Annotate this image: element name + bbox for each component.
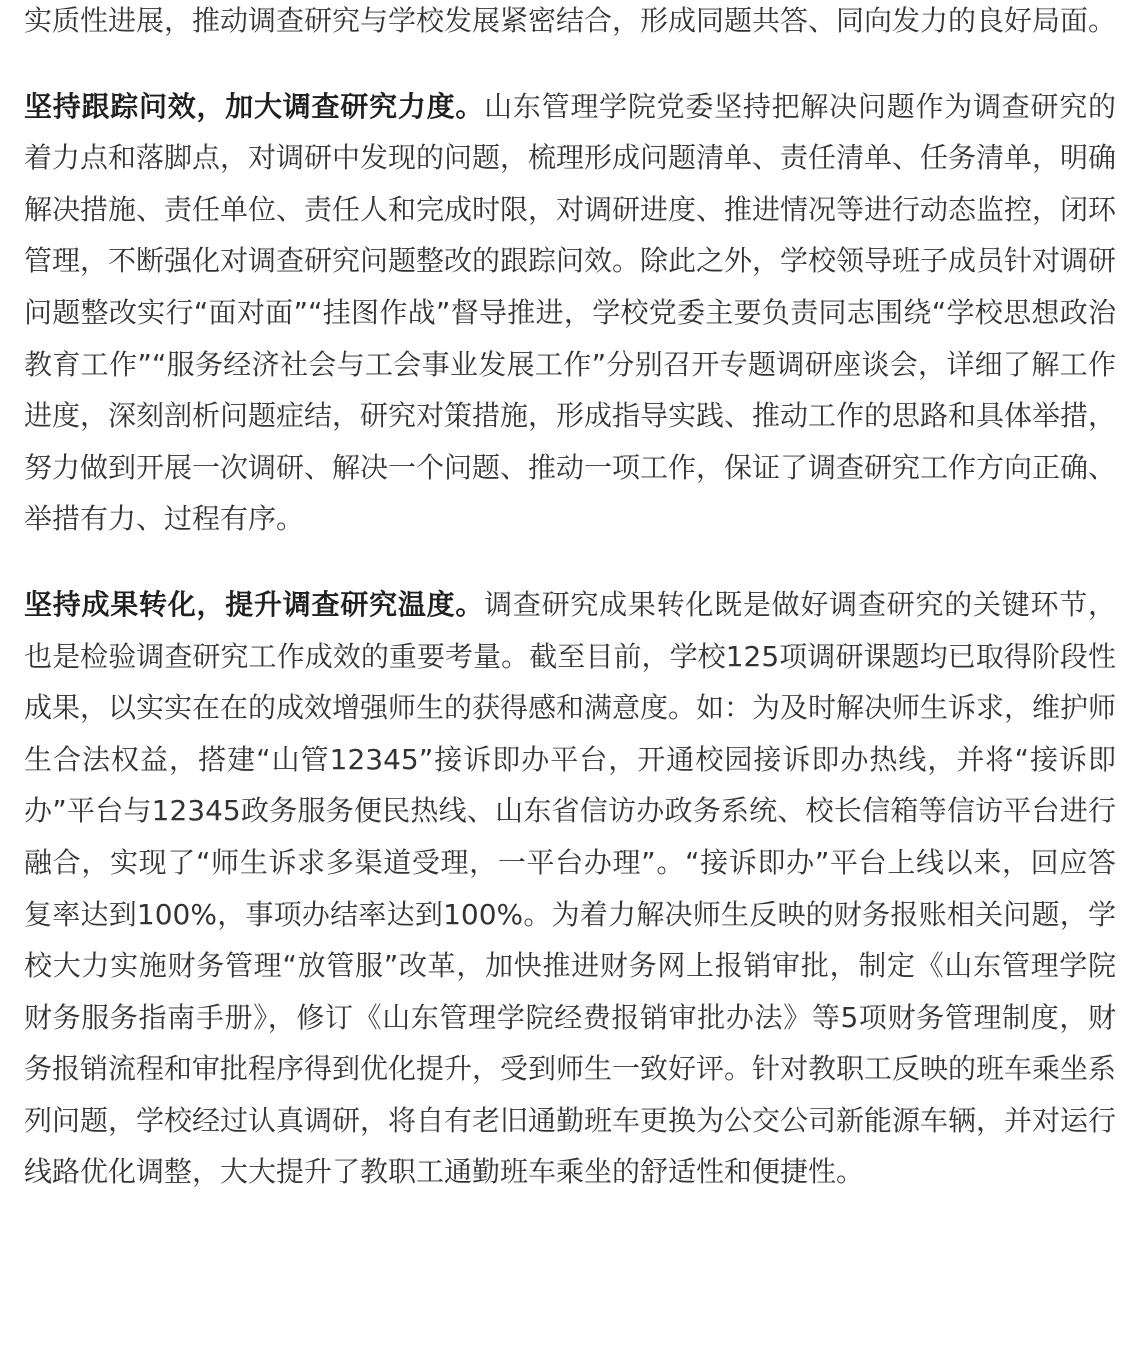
paragraph-text: 山东管理学院党委坚持把解决问题作为调查研究的着力点和落脚点，对调研中发现的问题，梳理形成问题清单、责任清单、任务清单，明确解决措施、责任单位、责任人和完成时限，对调研进度、推进情况等进行动态监控，闭环管理，不断强化对调查研究问题整改的跟踪问效。除此之外，学校领导班子成员针对调研问题整改实行“面对面”“挂图作战”督导推进，学校党委主要负责同志围绕“学校思想政治教育工作”“服务经济社会与工会事业发展工作”分别召开专题调研座谈会，详细了解工作进度，深刻剖析问题症结，研究对策措施，形成指导实践、推动工作的思路和具体举措，努力做到开展一次调研、解决一个问题、推动一项工作，保证了调查研究工作方向正确、举措有力、过程有序。 bbox=[24, 89, 1117, 536]
article-body bbox=[24, 0, 1116, 1198]
paragraph-continuation bbox=[24, 0, 1116, 47]
paragraph-results bbox=[24, 579, 1116, 1198]
paragraph-lead: 坚持跟踪问效，加大调查研究力度。 bbox=[24, 89, 485, 123]
paragraph-text: 实质性进展，推动调查研究与学校发展紧密结合，形成同题共答、同向发力的良好局面。 bbox=[24, 4, 1117, 37]
paragraph-lead: 坚持成果转化，提升调查研究温度。 bbox=[24, 587, 485, 621]
paragraph-tracking bbox=[24, 81, 1116, 545]
paragraph-text: 调查研究成果转化既是做好调查研究的关键环节，也是检验调查研究工作成效的重要考量。截至目前，学校125项调研课题均已取得阶段性成果，以实实在在的成效增强师生的获得感和满意度。如：为及时解决师生诉求，维护师生合法权益，搭建“山管12345”接诉即办平台，开通校园接诉即办热线，并将“接诉即办”平台与12345政务服务便民热线、山东省信访办政务系统、校长信箱等信访平台进行融合，实现了“师生诉求多渠道受理，一平台办理”。“接诉即办”平台上线以来，回应答复率达到100%，事项办结率达到100%。为着力解决师生反映的财务报账相关问题，学校大力实施财务管理“放管服”改革，加快推进财务网上报销审批，制定《山东管理学院财务服务指南手册》，修订《山东管理学院经费报销审批办法》等5项财务管理制度，财务报销流程和审批程序得到优化提升，受到师生一致好评。针对教职工反映的班车乘坐系列问题，学校经过认真调研，将自有老旧通勤班车更换为公交公司新能源车辆，并对运行线路优化调整，大大提升了教职工通勤班车乘坐的舒适性和便捷性。 bbox=[24, 587, 1117, 1189]
